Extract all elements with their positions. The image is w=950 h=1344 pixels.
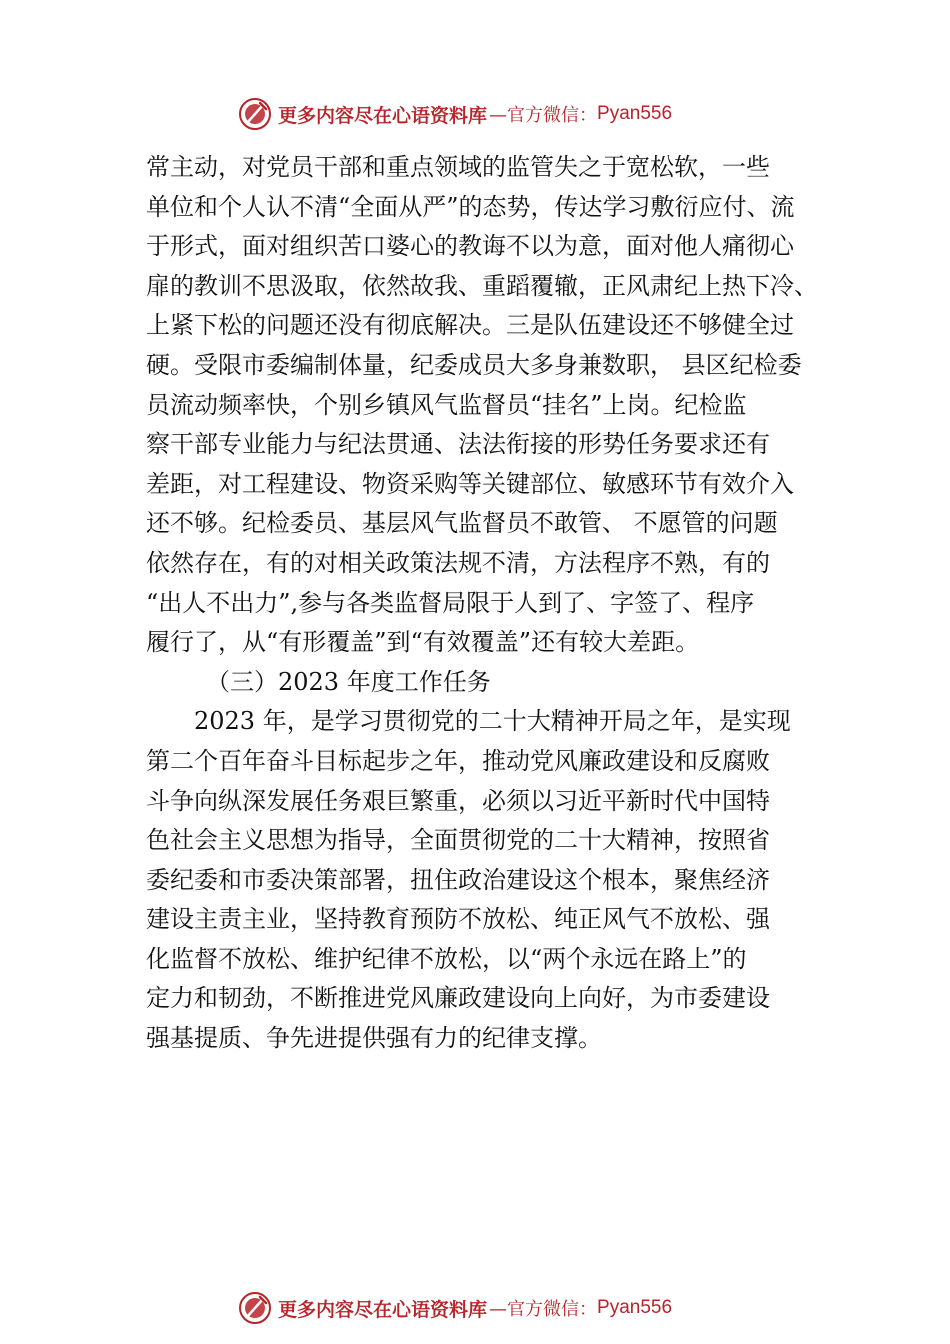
body-line: 履行了，从“有形覆盖”到“有效覆盖”还有较大差距。 xyxy=(146,628,700,657)
body-line: 员流动频率快，个别乡镇风气监督员“挂名”上岗。纪检监 xyxy=(146,390,747,419)
body-line: 差距，对工程建设、物资采购等关键部位、敏感环节有效介入 xyxy=(146,469,794,498)
section-heading: （三）2023 年度工作任务 xyxy=(206,667,491,696)
wechat-id: Pyan556 xyxy=(597,103,673,124)
section-line: 斗争向纵深发展任务艰巨繁重，必须以习近平新时代中国特 xyxy=(146,786,770,815)
section-line: 化监督不放松、维护纪律不放松，以“两个永远在路上”的 xyxy=(146,944,747,973)
body-line: 察干部专业能力与纪法贯通、法法衔接的形势任务要求还有 xyxy=(146,430,770,459)
section-line: 第二个百年奋斗目标起步之年，推动党风廉政建设和反腐败 xyxy=(146,746,770,775)
body-line: 还不够。纪检委员、基层风气监督员不敢管、 不愿管的问题 xyxy=(146,509,778,538)
body-line: 依然存在，有的对相关政策法规不清，方法程序不熟，有的 xyxy=(146,548,770,577)
document-body xyxy=(146,148,836,1059)
wechat-id: Pyan556 xyxy=(597,1297,673,1318)
brand-text: 更多内容尽在心语资料库 xyxy=(278,1298,488,1321)
brand-logo-icon xyxy=(238,97,272,131)
section-line: 定力和韧劲，不断推进党风廉政建设向上向好，为市委建设 xyxy=(146,984,770,1013)
body-line: 单位和个人认不清“全面从严”的态势，传达学习敷衍应付、流 xyxy=(146,192,795,221)
section-line: 强基提质、争先进提供强有力的纪律支撑。 xyxy=(146,1024,602,1053)
body-line: 常主动，对党员干部和重点领域的监管失之于宽松软，一些 xyxy=(146,153,770,181)
brand-text: 更多内容尽在心语资料库 xyxy=(278,104,488,127)
section-line: 色社会主义思想为指导，全面贯彻党的二十大精神，按照省 xyxy=(146,826,770,855)
body-line: “出人不出力”,参与各类监督局限于人到了、字签了、程序 xyxy=(146,588,755,617)
footer-watermark-banner xyxy=(238,1290,738,1326)
header-watermark-banner xyxy=(238,96,738,132)
official-wechat-label: —官方微信： xyxy=(489,1299,598,1320)
body-line: 扉的教训不思汲取，依然故我、重蹈覆辙，正风肃纪上热下冷、 xyxy=(146,271,818,300)
body-line: 上紧下松的问题还没有彻底解决。三是队伍建设还不够健全过 xyxy=(146,311,794,340)
body-line: 于形式，面对组织苦口婆心的教诲不以为意，面对他人痛彻心 xyxy=(146,232,794,261)
section-line: 建设主责主业，坚持教育预防不放松、纯正风气不放松、强 xyxy=(146,905,770,934)
body-line: 硬。受限市委编制体量，纪委成员大多身兼数职， 县区纪检委 xyxy=(146,350,802,379)
section-line: 委纪委和市委决策部署，扭住政治建设这个根本，聚焦经济 xyxy=(146,865,770,894)
section-line: 2023 年，是学习贯彻党的二十大精神开局之年，是实现 xyxy=(194,707,791,736)
brand-logo-icon xyxy=(238,1291,272,1325)
official-wechat-label: —官方微信： xyxy=(489,105,598,126)
